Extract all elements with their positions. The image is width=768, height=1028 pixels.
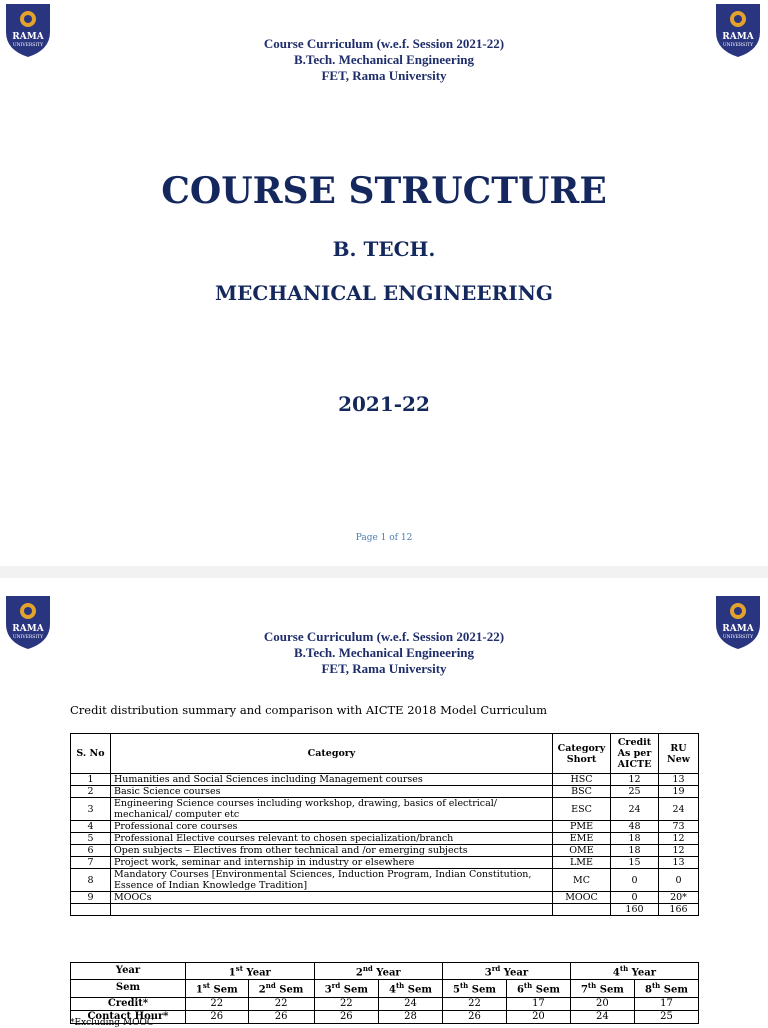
credit-value: 17 <box>506 997 570 1010</box>
footnote: *Excluding MOOC <box>70 1018 154 1028</box>
table-cell: 5 <box>71 833 111 845</box>
logo-subtext: UNIVERSITY <box>722 43 754 48</box>
sem-header: 6th Sem <box>506 980 570 997</box>
table-row <box>71 833 699 845</box>
table-cell: 13 <box>659 774 699 786</box>
year-header: 2nd Year <box>314 963 442 980</box>
table-cell: 8 <box>71 869 111 892</box>
sem-label: Sem <box>71 980 186 997</box>
table-row <box>71 786 699 798</box>
table-cell: 2 <box>71 786 111 798</box>
year-header: 4th Year <box>570 963 698 980</box>
column-header: Category <box>111 734 553 774</box>
table-row <box>71 774 699 786</box>
table-cell: 15 <box>611 857 659 869</box>
table-cell: 13 <box>659 857 699 869</box>
table-row <box>71 798 699 821</box>
table-cell: Open subjects – Electives from other technical and /or emerging subjects <box>111 845 553 857</box>
table-row <box>71 892 699 904</box>
table-cell <box>111 904 553 916</box>
table-cell: 12 <box>659 833 699 845</box>
header-line: Course Curriculum (w.e.f. Session 2021-22) <box>263 629 505 644</box>
table-row <box>71 821 699 833</box>
table-cell: PME <box>553 821 611 833</box>
sem-header: 3rd Sem <box>314 980 378 997</box>
sem-row <box>71 980 699 997</box>
table-cell: MOOCs <box>111 892 553 904</box>
year-header: 1st Year <box>186 963 315 980</box>
table-cell: 4 <box>71 821 111 833</box>
column-header: Category Short <box>553 734 611 774</box>
table-cell: Basic Science courses <box>111 786 553 798</box>
credit-value: 22 <box>186 997 249 1010</box>
credit-value: 22 <box>442 997 506 1010</box>
logo-text: RAMA <box>12 624 44 634</box>
table-cell: 19 <box>659 786 699 798</box>
table-cell: Professional Elective courses relevant to chosen specialization/branch <box>111 833 553 845</box>
page-separator <box>0 566 768 578</box>
table-cell: 7 <box>71 857 111 869</box>
table-cell: 12 <box>659 845 699 857</box>
table-cell: 160 <box>611 904 659 916</box>
table-cell: 12 <box>611 774 659 786</box>
table-cell: 25 <box>611 786 659 798</box>
logo-subtext: UNIVERSITY <box>722 635 754 640</box>
table-cell: 3 <box>71 798 111 821</box>
table-cell <box>71 904 111 916</box>
column-header: RU New <box>659 734 699 774</box>
table-cell <box>553 904 611 916</box>
credit-value: 22 <box>248 997 314 1010</box>
sem-header: 4th Sem <box>378 980 442 997</box>
table-cell: 18 <box>611 833 659 845</box>
table-cell: 0 <box>611 892 659 904</box>
credit-table-body <box>71 774 699 916</box>
table-cell: 6 <box>71 845 111 857</box>
logo-text: RAMA <box>722 32 754 42</box>
contact-hour-value: 28 <box>378 1010 442 1023</box>
contact-hour-value: 26 <box>314 1010 378 1023</box>
table-cell: HSC <box>553 774 611 786</box>
degree-title: B. TECH. <box>332 237 436 261</box>
header-line: B.Tech. Mechanical Engineering <box>293 52 475 67</box>
table-cell: 20* <box>659 892 699 904</box>
contact-hour-value: 24 <box>570 1010 634 1023</box>
table-cell: Professional core courses <box>111 821 553 833</box>
header-line: FET, Rama University <box>321 661 447 676</box>
logo-subtext: UNIVERSITY <box>12 635 44 640</box>
contact-hour-value: 25 <box>634 1010 698 1023</box>
table-caption: Credit distribution summary and comparison with AICTE 2018 Model Curriculum <box>70 703 548 717</box>
column-header: Credit As per AICTE <box>611 734 659 774</box>
contact-hour-row <box>71 1010 699 1023</box>
table-cell: LME <box>553 857 611 869</box>
table-row <box>71 857 699 869</box>
table-cell: 24 <box>659 798 699 821</box>
credit-distribution-table <box>70 733 699 916</box>
table-cell: ESC <box>553 798 611 821</box>
logo-text: RAMA <box>12 32 44 42</box>
table-cell: Humanities and Social Sciences including Management courses <box>111 774 553 786</box>
header-line: Course Curriculum (w.e.f. Session 2021-22) <box>263 36 505 51</box>
contact-hour-value: 26 <box>186 1010 249 1023</box>
contact-hour-value: 26 <box>248 1010 314 1023</box>
course-structure-title: COURSE STRUCTURE <box>161 170 607 212</box>
table-row <box>71 869 699 892</box>
semester-credit-table <box>70 962 699 1024</box>
logo-subtext: UNIVERSITY <box>12 43 44 48</box>
table-cell: 24 <box>611 798 659 821</box>
table-cell: OME <box>553 845 611 857</box>
table-cell: 166 <box>659 904 699 916</box>
table-cell: Project work, seminar and internship in industry or elsewhere <box>111 857 553 869</box>
sem-header: 2nd Sem <box>248 980 314 997</box>
totals-row <box>71 904 699 916</box>
table-cell: Mandatory Courses [Environmental Sciences, Induction Program, Indian Constitution, Essence of Indian Knowledge Tradition] <box>111 869 553 892</box>
table-cell: 1 <box>71 774 111 786</box>
sem-header: 1st Sem <box>186 980 249 997</box>
table-cell: 0 <box>659 869 699 892</box>
table-cell: BSC <box>553 786 611 798</box>
credit-value: 24 <box>378 997 442 1010</box>
sem-header: 8th Sem <box>634 980 698 997</box>
table-cell: EME <box>553 833 611 845</box>
table-row <box>71 845 699 857</box>
header-line: B.Tech. Mechanical Engineering <box>293 645 475 660</box>
header-line: FET, Rama University <box>321 68 447 83</box>
table-cell: 18 <box>611 845 659 857</box>
logo-text: RAMA <box>722 624 754 634</box>
page-number: Page 1 of 12 <box>355 533 413 543</box>
table-cell: 9 <box>71 892 111 904</box>
session-title: 2021-22 <box>338 392 430 416</box>
year-header: 3rd Year <box>442 963 570 980</box>
credit-label: Credit* <box>71 997 186 1010</box>
table-cell: MC <box>553 869 611 892</box>
table-cell: 73 <box>659 821 699 833</box>
contact-label: Contact Hour* <box>71 1010 186 1023</box>
credit-row <box>71 997 699 1010</box>
table-cell: 0 <box>611 869 659 892</box>
credit-value: 17 <box>634 997 698 1010</box>
page-header <box>0 36 768 84</box>
year-label: Year <box>71 963 186 980</box>
credit-value: 20 <box>570 997 634 1010</box>
page-header <box>0 629 768 677</box>
branch-title: MECHANICAL ENGINEERING <box>215 281 553 305</box>
year-row <box>71 963 699 980</box>
sem-header: 5th Sem <box>442 980 506 997</box>
sem-header: 7th Sem <box>570 980 634 997</box>
column-header: S. No <box>71 734 111 774</box>
table-cell: Engineering Science courses including workshop, drawing, basics of electrical/ mechanical/ computer etc <box>111 798 553 821</box>
contact-hour-value: 26 <box>442 1010 506 1023</box>
contact-hour-value: 20 <box>506 1010 570 1023</box>
table-cell: 48 <box>611 821 659 833</box>
credit-value: 22 <box>314 997 378 1010</box>
table-cell: MOOC <box>553 892 611 904</box>
